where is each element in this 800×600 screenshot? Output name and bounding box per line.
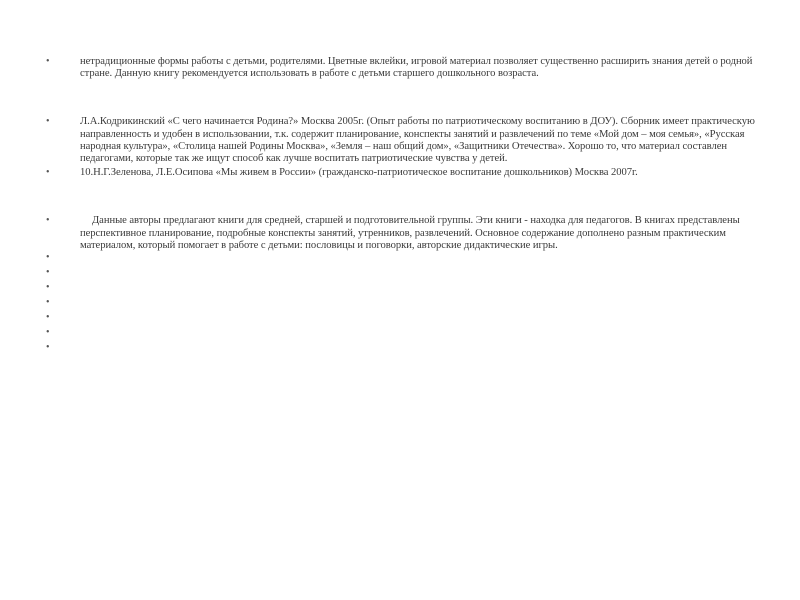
bullet-marker: •	[46, 342, 50, 354]
empty-list-item	[46, 282, 758, 297]
list-item-2	[46, 116, 758, 165]
bullet-marker: •	[46, 327, 50, 339]
list-item-1	[46, 56, 758, 80]
paragraph-2: Л.А.Кодрикинский «С чего начинается Родина?» Москва 2005г. (Опыт работы по патриотическому воспитанию в ДОУ). Сборник имеет практическую направленность и удобен в использовании, т.к. содержит планирование, конспекты занятий и развлечений по теме «Мой дом – моя семья», «Русская народная культура», «Столица нашей Родины Москва», «Земля – наш общий дом», «Защитники Отечества». Хорошо то, что материал составлен педагогами, которые так же ищут способ как лучше воспитать патриотические чувства у детей.	[80, 116, 755, 165]
spacer	[46, 80, 758, 116]
empty-list-item	[46, 297, 758, 312]
empty-list-item	[46, 342, 758, 357]
bullet-marker: •	[46, 282, 50, 294]
paragraph-1: нетрадиционные формы работы с детьми, родителями. Цветные вклейки, игровой материал позволяет существенно расширить знания детей о родной стране. Данную книгу рекомендуется использовать в работе с детьми старшего дошкольного возраста.	[80, 56, 753, 80]
bullet-marker: •	[46, 252, 50, 264]
bullet-marker: •	[46, 167, 50, 179]
empty-list-item	[46, 312, 758, 327]
bullet-marker: •	[46, 116, 50, 128]
paragraph-4: Данные авторы предлагают книги для средней, старшей и подготовительной группы. Эти книги - находка для педагогов. В книгах представлены перспективное планирование, подробные конспекты занятий, утренников, развлечений. Основное содержание дополнено разным практическим материалом, который помогает в работе с детьми: пословицы и поговорки, авторские дидактические игры.	[80, 215, 740, 251]
bullet-marker: •	[46, 267, 50, 279]
empty-list-item	[46, 252, 758, 267]
bullet-marker: •	[46, 297, 50, 309]
empty-list-item	[46, 327, 758, 342]
paragraph-4-container	[80, 215, 758, 252]
empty-list-item	[46, 267, 758, 282]
list-item-4	[46, 215, 758, 252]
bullet-marker: •	[46, 56, 50, 67]
paragraph-3: 10.Н.Г.Зеленова, Л.Е.Осипова «Мы живем в России» (гражданско-патриотическое воспитание дошкольников) Москва 2007г.	[80, 167, 638, 179]
spacer	[46, 179, 758, 215]
list-item-3	[46, 167, 758, 179]
bullet-marker: •	[46, 215, 50, 227]
bullet-marker: •	[46, 312, 50, 324]
bullet-list	[46, 56, 758, 357]
